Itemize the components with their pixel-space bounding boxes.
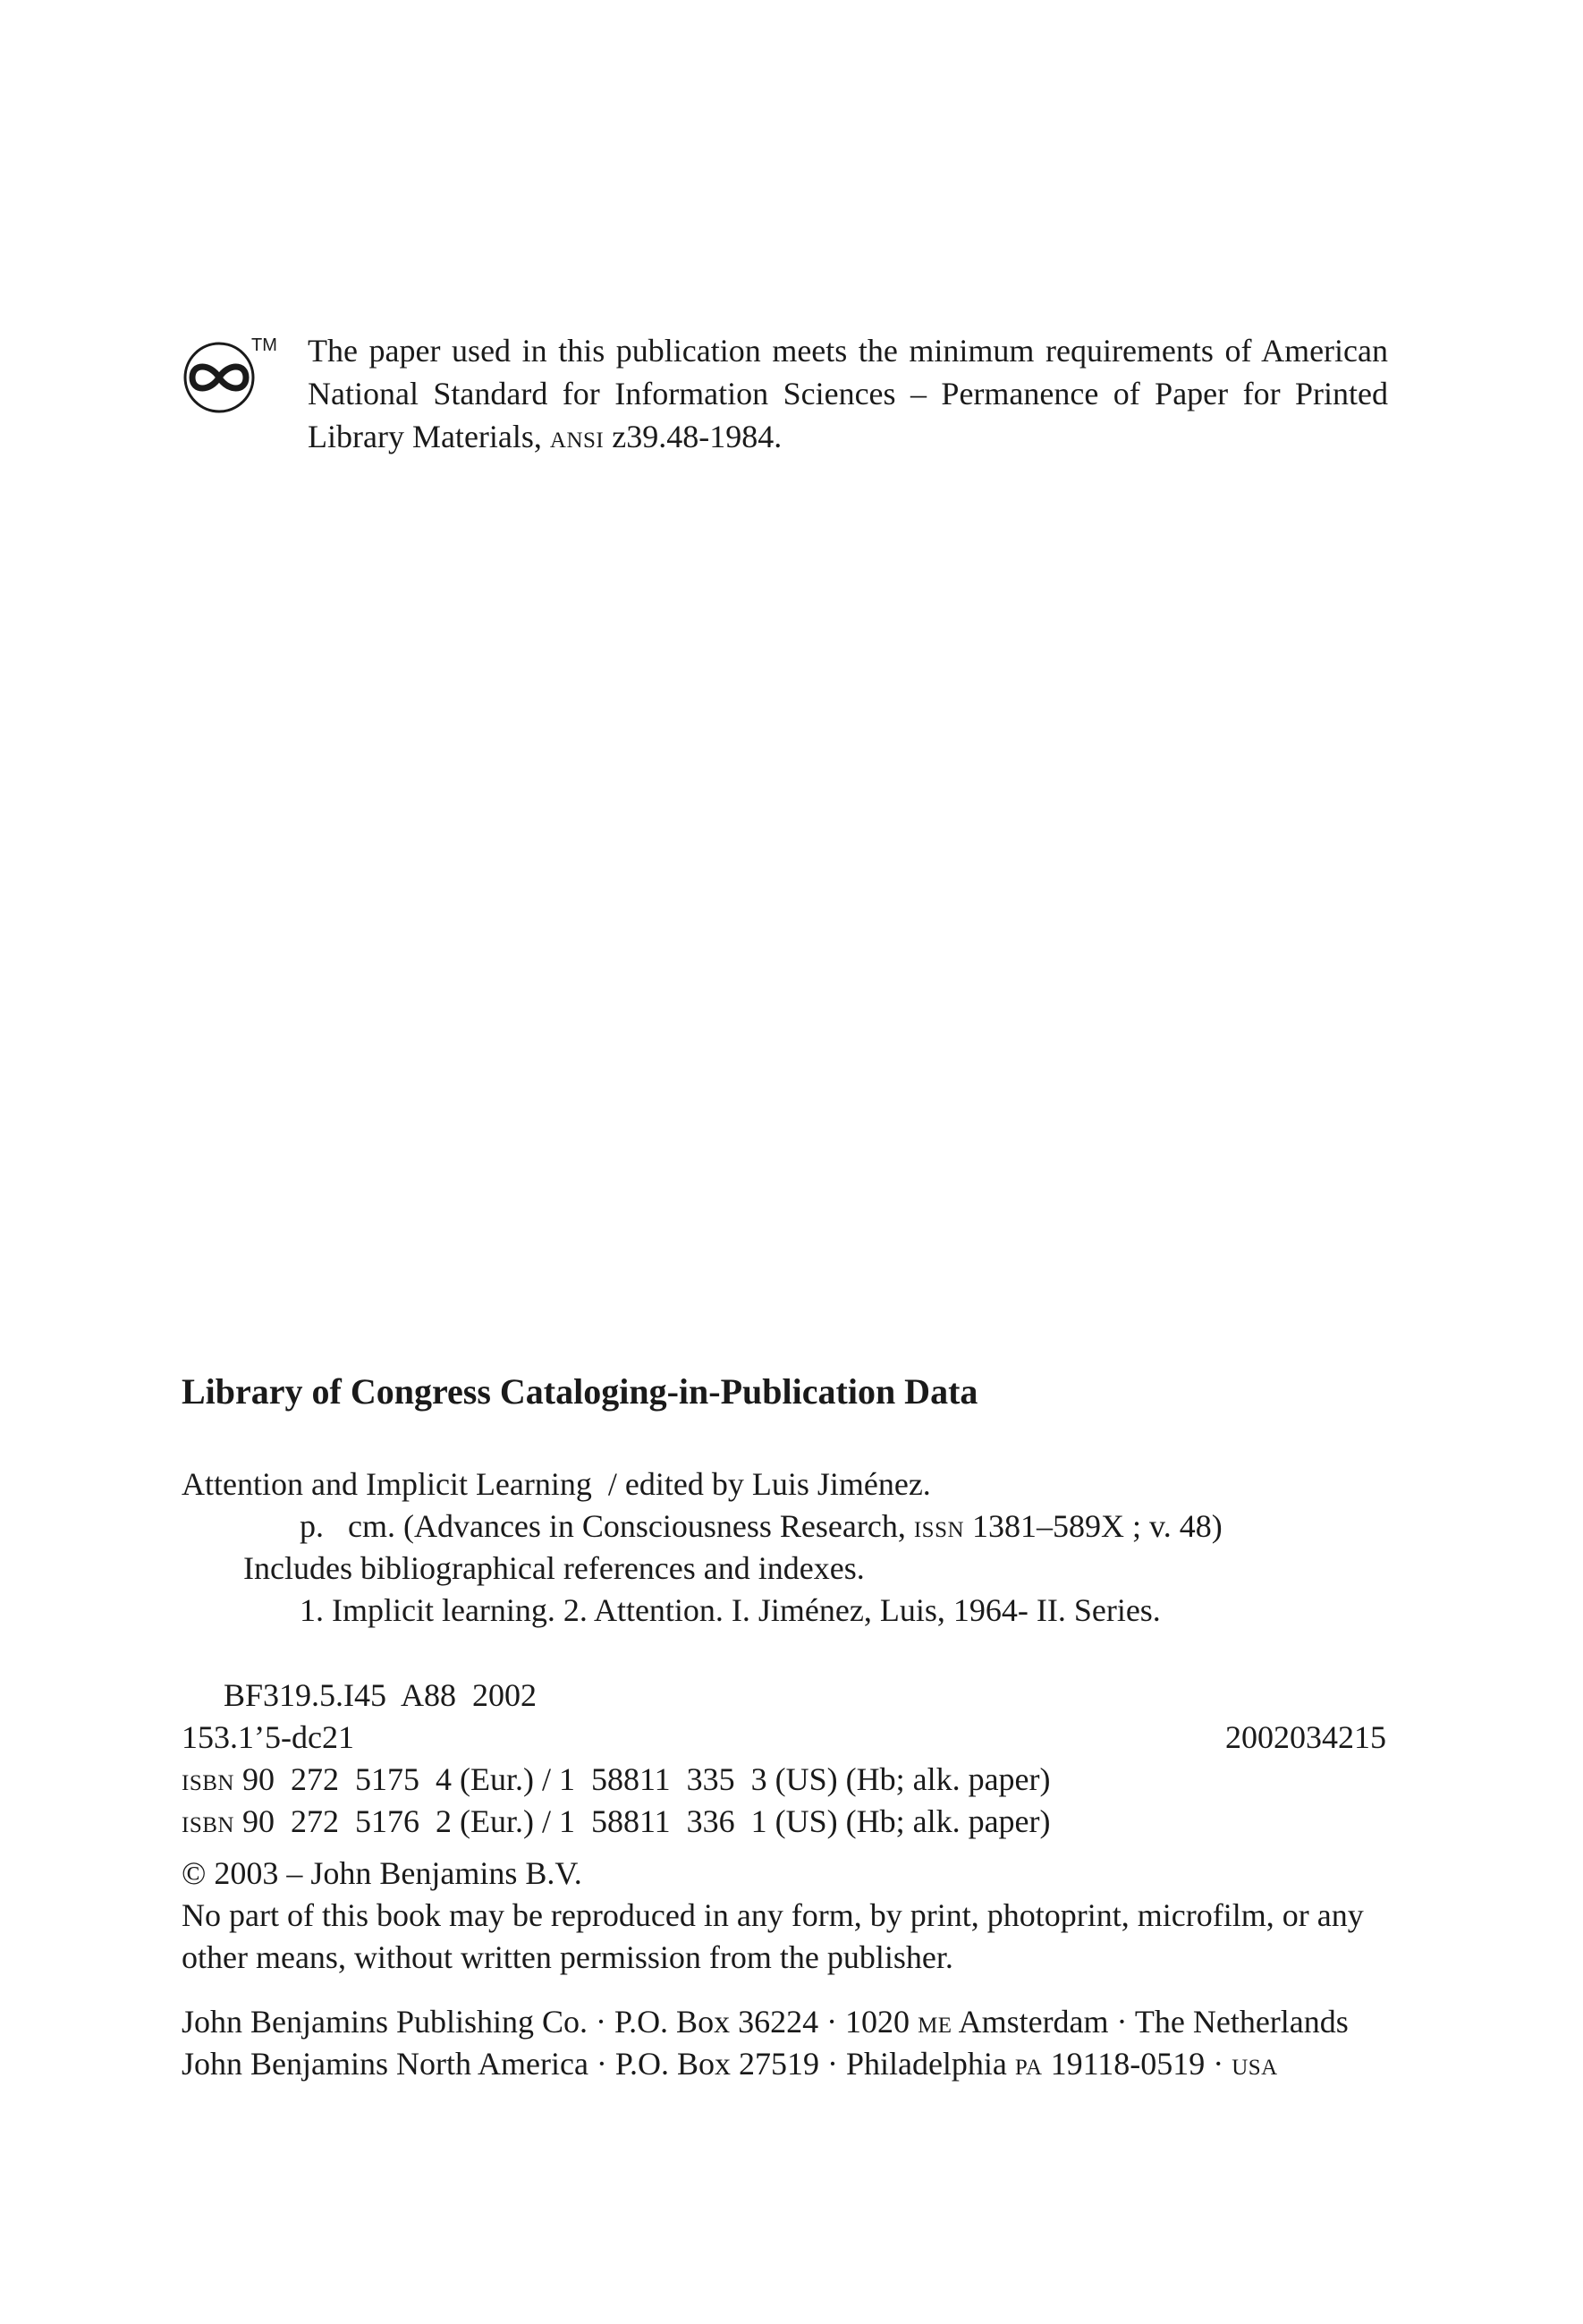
pa-abbrev: pa (1014, 2046, 1043, 2082)
paper-notice (182, 329, 1398, 472)
cip-lccn: 2002034215 (1225, 1719, 1386, 1755)
publisher-line-2-prefix: John Benjamins North America · P.O. Box 27519 · Philadelphia (182, 2046, 1007, 2082)
cip-title-line: Attention and Implicit Learning / edited by Luis Jiménez. (182, 1466, 931, 1502)
cip-includes-line: Includes bibliographical references and indexes. (243, 1550, 865, 1586)
cip-dewey: 153.1’5-dc21 (182, 1719, 354, 1755)
usa-abbrev: usa (1232, 2046, 1278, 2082)
publisher-address-america (182, 2043, 1278, 2084)
cip-pcm-prefix: p. cm. (Advances in Consciousness Research, (300, 1508, 906, 1544)
paper-notice-line-3 (308, 415, 1388, 458)
rights-line-1: No part of this book may be reproduced in any form, by print, photoprint, microfilm, or any (182, 1897, 1364, 1933)
copyright-line: © 2003 – John Benjamins B.V. (182, 1855, 582, 1891)
publisher-line-2-mid: 19118-0519 · (1050, 2046, 1224, 2082)
paper-notice-line-3-suffix: z39.48-1984. (612, 419, 783, 454)
cip-heading: Library of Congress Cataloging-in-Publication Data (182, 1371, 978, 1412)
cip-pcm-suffix: 1381–589X ; v. 48) (972, 1508, 1223, 1544)
rights-line-2: other means, without written permission from the publisher. (182, 1939, 953, 1975)
paper-notice-line-1: The paper used in this publication meets the minimum requirements of American (308, 333, 1388, 369)
isbn-label: isbn (182, 1761, 234, 1797)
isbn-label: isbn (182, 1803, 234, 1839)
issn-abbrev: issn (913, 1508, 965, 1544)
cip-pcm-line (300, 1506, 1223, 1547)
publisher-line-1-suffix: Amsterdam · The Netherlands (958, 2004, 1349, 2040)
isbn-line-2 (182, 1801, 1051, 1842)
infinity-paper-icon (182, 333, 277, 413)
me-abbrev: me (918, 2004, 952, 2040)
paper-notice-line-3-prefix: Library Materials, (308, 419, 542, 454)
isbn-value-1: 90 272 5175 4 (Eur.) / 1 58811 335 3 (US) (Hb; alk. paper) (241, 1761, 1051, 1797)
publisher-line-1-prefix: John Benjamins Publishing Co. · P.O. Box 36224 · 1020 (182, 2004, 910, 2040)
publisher-address-europe (182, 2001, 1349, 2042)
isbn-line-1 (182, 1759, 1051, 1800)
paper-notice-line-2: National Standard for Information Sciences – Permanence of Paper for Printed (308, 376, 1388, 411)
cip-subjects-line: 1. Implicit learning. 2. Attention. I. Jiménez, Luis, 1964- II. Series. (300, 1592, 1161, 1628)
paper-notice-text (308, 329, 1388, 458)
cip-call-number: BF319.5.I45 A88 2002 (224, 1677, 538, 1713)
ansi-abbrev: ansi (549, 419, 605, 454)
trademark-mark: TM (251, 335, 277, 355)
isbn-value-2: 90 272 5176 2 (Eur.) / 1 58811 336 1 (US) (Hb; alk. paper) (241, 1803, 1051, 1839)
